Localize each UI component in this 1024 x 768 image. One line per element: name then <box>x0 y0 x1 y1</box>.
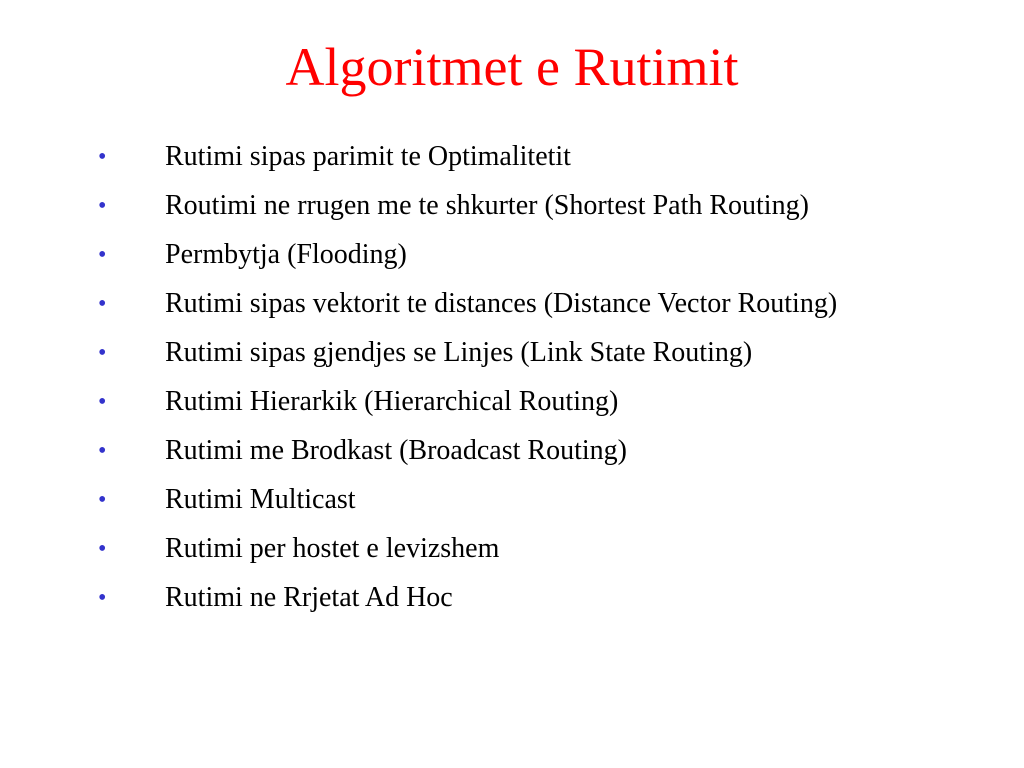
list-item <box>0 282 1024 331</box>
list-item-text: Rutimi sipas gjendjes se Linjes (Link State Routing) <box>165 337 753 368</box>
bullet-icon: • <box>98 242 107 268</box>
list-item-text: Rutimi me Brodkast (Broadcast Routing) <box>165 435 627 466</box>
list-item-text: Rutimi ne Rrjetat Ad Hoc <box>165 582 453 613</box>
bullet-icon: • <box>98 291 107 317</box>
bullet-icon: • <box>98 193 107 219</box>
slide-title: Algoritmet e Rutimit <box>285 37 739 97</box>
list-item <box>0 576 1024 625</box>
list-item <box>0 429 1024 478</box>
list-item-text: Permbytja (Flooding) <box>165 239 407 270</box>
list-item-text: Rutimi per hostet e levizshem <box>165 533 500 564</box>
list-item <box>0 380 1024 429</box>
list-item <box>0 184 1024 233</box>
list-item <box>0 331 1024 380</box>
list-item <box>0 527 1024 576</box>
bullet-icon: • <box>98 536 107 562</box>
bullet-icon: • <box>98 585 107 611</box>
list-item-text: Rutimi sipas parimit te Optimalitetit <box>165 141 571 172</box>
list-item <box>0 233 1024 282</box>
list-item-text: Rutimi Multicast <box>165 484 356 515</box>
list-item <box>0 135 1024 184</box>
bullet-icon: • <box>98 144 107 170</box>
bullet-icon: • <box>98 438 107 464</box>
bullet-list <box>0 135 1024 625</box>
list-item <box>0 478 1024 527</box>
list-item-text: Rutimi Hierarkik (Hierarchical Routing) <box>165 386 619 417</box>
list-item-text: Rutimi sipas vektorit te distances (Distance Vector Routing) <box>165 288 838 319</box>
bullet-icon: • <box>98 389 107 415</box>
bullet-icon: • <box>98 340 107 366</box>
bullet-icon: • <box>98 487 107 513</box>
list-item-text: Routimi ne rrugen me te shkurter (Shortest Path Routing) <box>165 190 809 221</box>
